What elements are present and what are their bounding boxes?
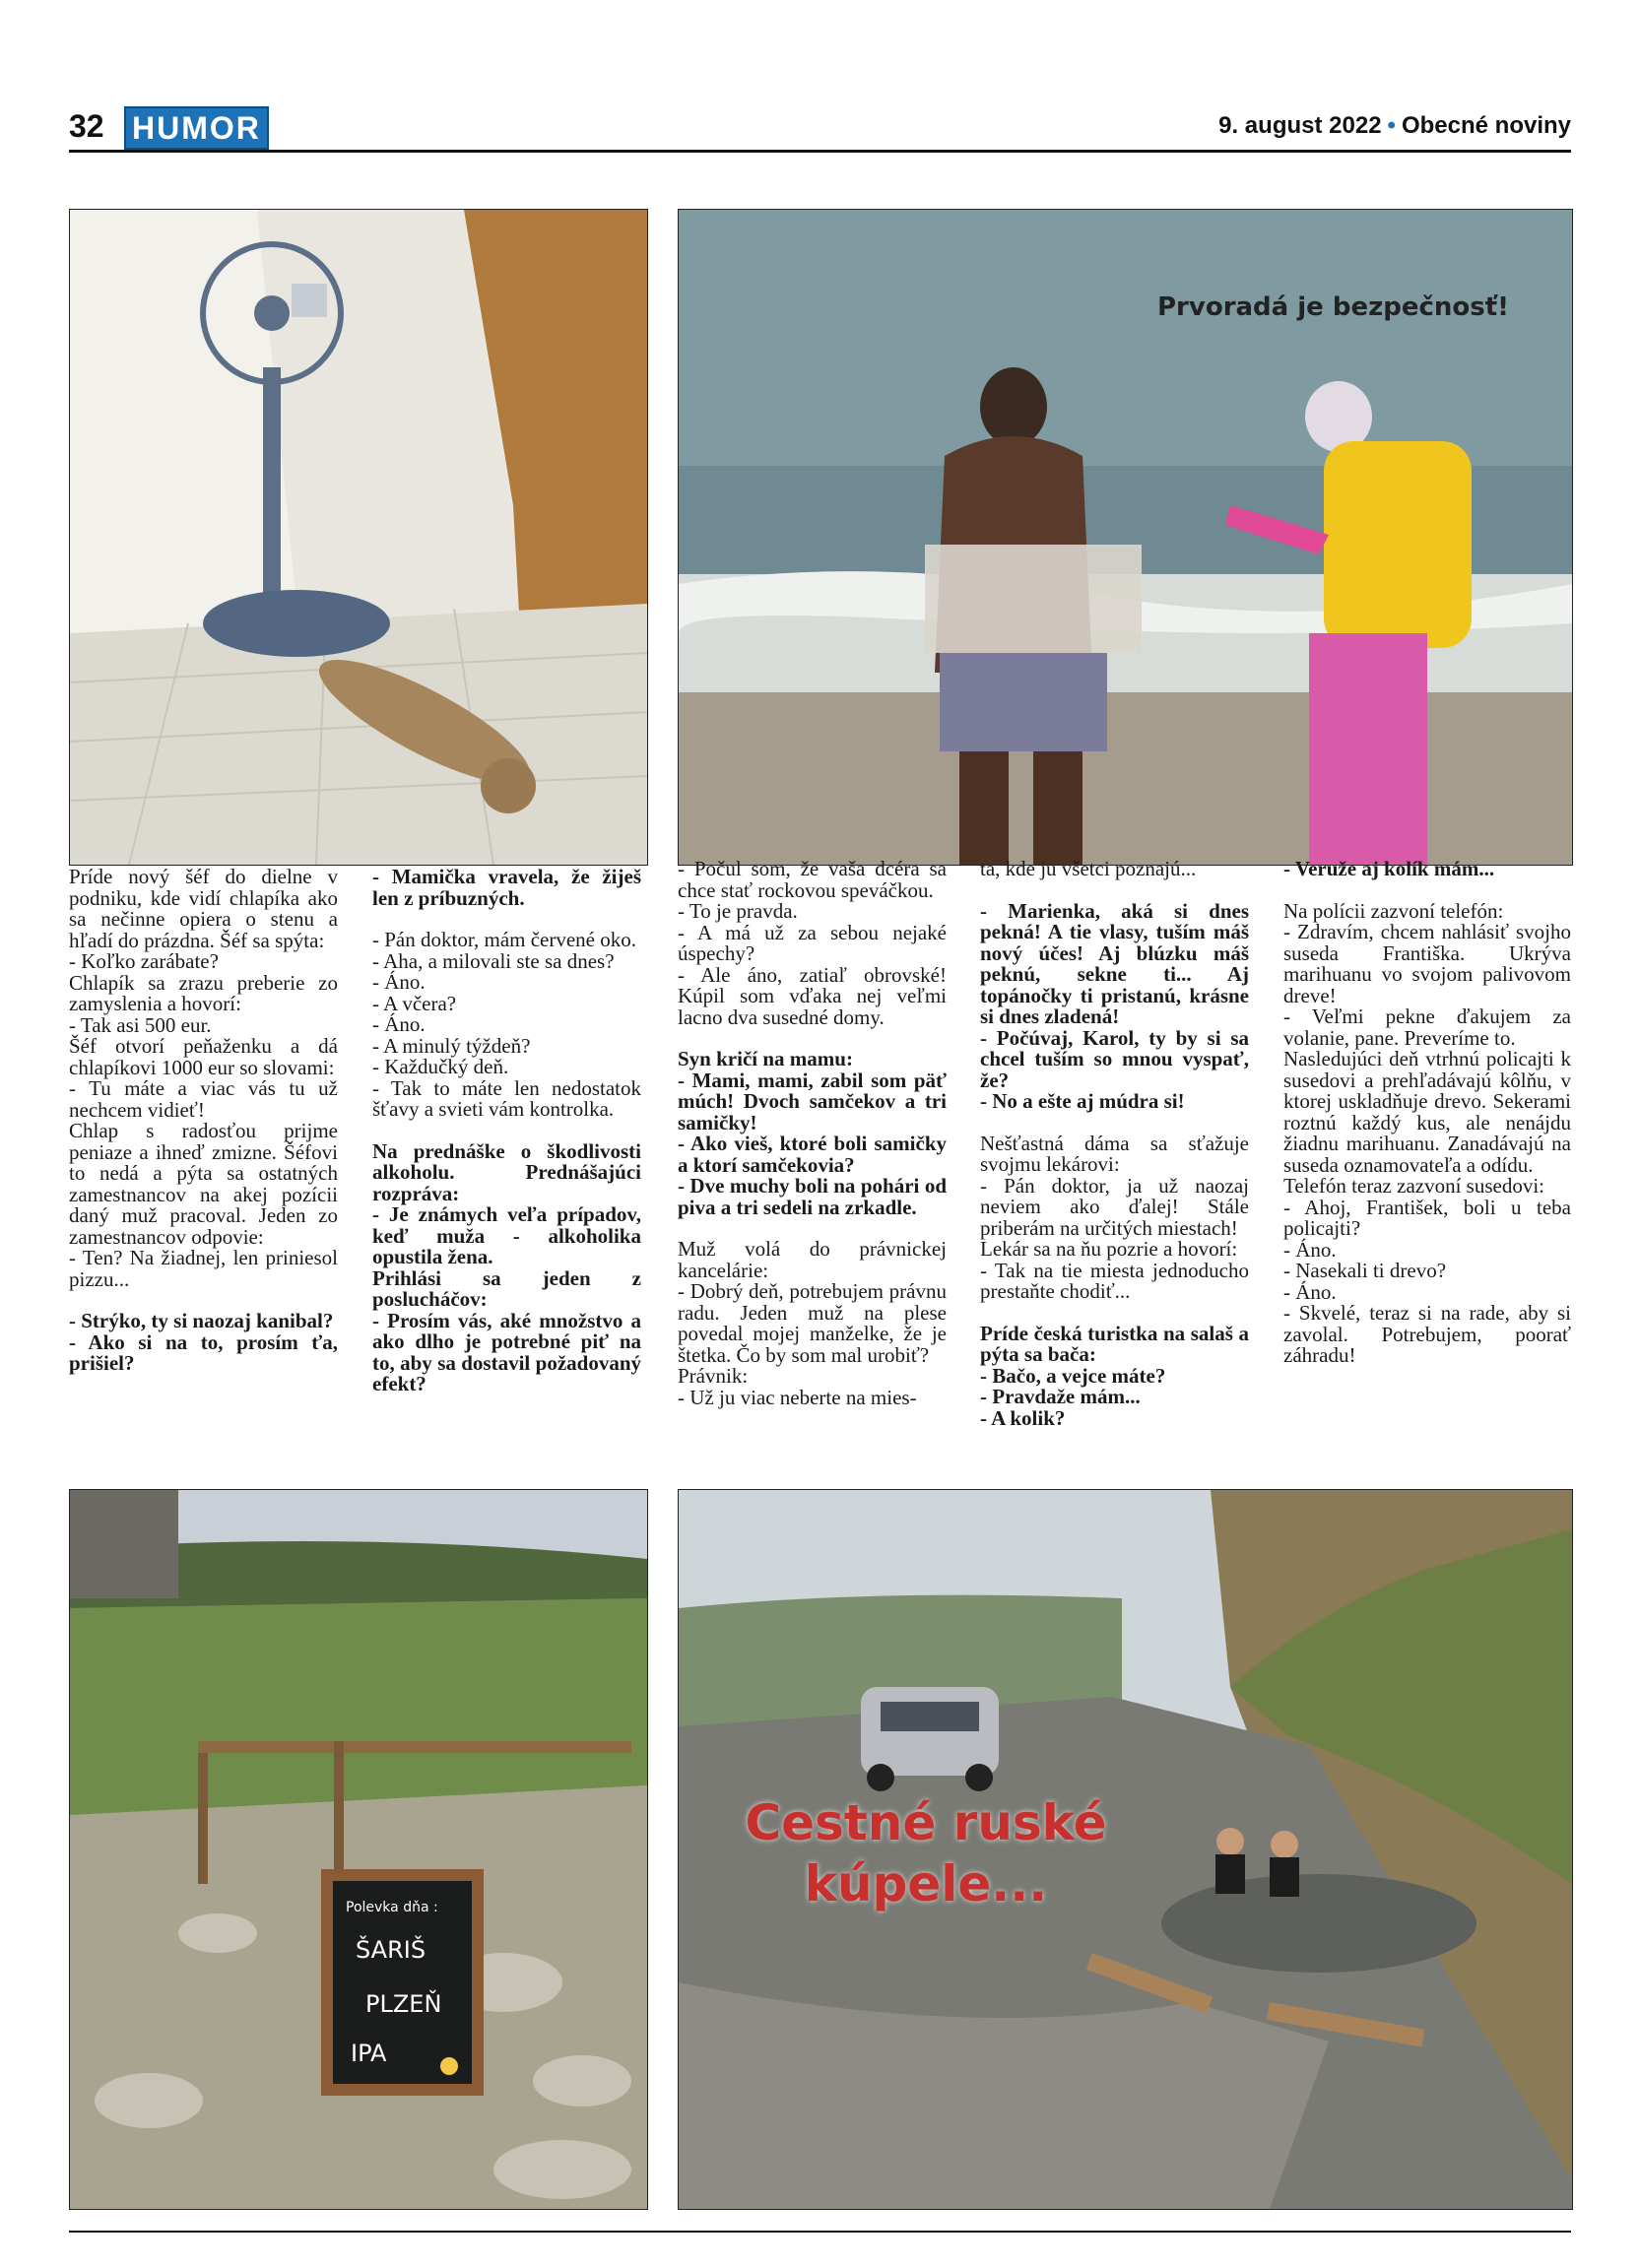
column-text: Telefón teraz zazvoní susedovi: [1283,1174,1545,1198]
joke-column-2 [372,867,641,1395]
column-text: Nasledujúci deň vtrhnú policajti k susedovi a prehľadávajú kôlňu, v ktorej uskladňuje drevo. Sekerami roztnú každý kus, ale nenájdu žiadnu marihuanu. Zanadávajú na suseda oznamovateľa a odídu. [1283,1047,1571,1177]
column-text: - Strýko, ty si naozaj kanibal? [69,1309,334,1332]
column-text: - Tak to máte len nedostatok šťavy a svieti vám kontrolka. [372,1075,641,1121]
column-text: Nešťastná dáma sa sťažuje svojmu lekárovi: [980,1131,1249,1176]
separator-dot: • [1387,112,1396,139]
column-text: - Marienka, aká si dnes pekná! A tie vlasy, tuším máš nový účes! Aj blúzku máš peknú, sekne ti... Aj topánočky ti pristanú, krásne si dnes zladená! [980,898,1249,1028]
column-text: Muž volá do právnickej kancelárie: [678,1237,947,1282]
issue-info [1218,112,1571,140]
board-line-4: IPA [351,2040,387,2067]
column-text: - A kolik? [980,1405,1066,1430]
column-text: Na prednáške o škodlivosti alkoholu. Prednášajúci rozpráva: [372,1138,641,1205]
column-text: - A minulý týždeň? [372,1033,531,1058]
column-text: - Ale áno, zatiaľ obrovské! Kúpil som vďaka nej veľmi lacno dva susedné domy. [678,962,947,1029]
column-text: - Aha, a milovali ste sa dnes? [372,948,615,973]
page-header [69,106,1571,154]
column-text: - Tak na tie miesta jednoducho prestaňte chodiť... [980,1258,1249,1303]
column-text: - Prosím vás, aké množstvo a ako dlho je potrebné piť na to, aby sa dostavil požadovaný efekt? [372,1308,641,1395]
column-text: Lekár sa na ňu pozrie a hovorí: [980,1237,1238,1261]
board-line-2: ŠARIŠ [356,1936,426,1964]
column-text: - Zdravím, chcem nahlásiť svojho suseda Františka. Ukrýva marihuanu vo svojom palivovom dreve! [1283,920,1571,1007]
footer-rule [69,2231,1571,2233]
column-text: - Tu máte a viac vás tu už nechcem vidieť! [69,1076,338,1122]
column-text: - Počul som, že vaša dcéra sa chce stať rockovou speváčkou. [678,857,947,902]
column-text: - Ten? Na žiadnej, len priniesol pizzu... [69,1246,338,1291]
column-text: - Veľmi pekne ďakujem za volanie, pane. Preveríme to. [1283,1004,1571,1050]
column-text: - No a ešte aj múdra si! [980,1089,1185,1113]
board-line-3: PLZEŇ [365,1990,442,2018]
column-text: - Nasekali ti drevo? [1283,1259,1447,1282]
column-text: - Ahoj, František, boli u teba policajti? [1283,1195,1571,1240]
header-rule [69,150,1571,153]
joke-column-5 [1283,859,1571,1367]
column-text: Príde česká turistka na salaš a pýta sa bača: [980,1321,1249,1366]
spa-caption: Cestné ruské kúpele... [745,1794,1107,1912]
column-text: - Skvelé, teraz si na rade, aby si zavolal. Potrebujem, poorať záhradu! [1283,1301,1571,1367]
publication-name: Obecné noviny [1401,112,1571,139]
column-text: - Koľko zarábate? [69,949,219,973]
column-text: Na polícii zazvoní telefón: [1283,898,1504,923]
joke-column-1 [69,867,338,1375]
column-text: - Mami, mami, zabil som päť múch! Dvoch samčekov a tri samičky! [678,1068,947,1134]
column-text: - Každučký deň. [372,1055,509,1078]
column-text: - Počúvaj, Karol, ty by si sa chcel tuším so mnou vyspať, že? [980,1025,1249,1092]
column-text: Príde nový šéf do dielne v podniku, kde vidí chlapíka ako sa nečinne opiera o stenu a hľadí do prázdna. Šéf sa spýta: [69,865,338,952]
column-text: - Ako vieš, ktoré boli samičky a ktorí samčekovia? [678,1132,947,1177]
joke-column-3 [678,859,947,1408]
column-text: - A včera? [372,991,457,1015]
column-text: ta, kde ju všetci poznajú... [980,857,1197,880]
section-label: HUMOR [124,106,269,150]
column-text: - Dobrý deň, potrebujem právnu radu. Jeden muž na plese povedal mojej manželke, že je štetka. Čo by som mal urobiť? [678,1279,947,1367]
column-text: - To je pravda. [678,899,798,923]
cat-fan-photo [69,209,648,866]
issue-date: 9. august 2022 [1218,112,1382,139]
column-text: - Áno. [372,970,426,994]
column-text: - Pravdaže mám... [980,1385,1141,1408]
column-text: Chlapík sa zrazu preberie zo zamyslenia a hovorí: [69,970,338,1015]
column-text: - Pán doktor, ja už naozaj neviem ako ďalej! Stále priberám na určitých miestach! [980,1173,1249,1240]
column-text: Syn kričí na mamu: [678,1047,853,1070]
column-text: - Tak asi 500 eur. [69,1012,212,1037]
column-text: - A má už za sebou nejaké úspechy? [678,920,947,965]
column-text: - Ako si na to, prosím ťa, prišiel? [69,1329,338,1375]
chalkboard-photo [69,1489,648,2210]
column-text: - Áno. [1283,1237,1337,1262]
column-text: - Veruže aj kolík mám... [1283,857,1495,880]
column-text: Šéf otvorí peňaženku a dá chlapíkovi 1000 eur so slovami: [69,1034,338,1079]
column-text: - Dve muchy boli na pohári od piva a tri sedeli na zrkadle. [678,1174,947,1219]
column-text: Prihlási sa jeden z poslucháčov: [372,1265,641,1311]
column-text: Právnik: [678,1364,749,1388]
column-text: - Áno. [372,1012,426,1036]
beach-caption: Prvoradá je bezpečnosť! [1157,292,1510,322]
column-text: - Bačo, a vejce máte? [980,1363,1166,1388]
joke-column-4 [980,859,1249,1429]
column-text: - Pán doktor, mám červené oko. [372,928,636,951]
column-text: - Mamička vravela, že žiješ len z príbuzných. [372,865,641,910]
page-number: 32 [69,108,104,144]
column-text: - Je známych veľa prípadov, keď muža - alkoholika opustila žena. [372,1202,641,1268]
board-line-1: Polevka dňa : [346,1900,438,1915]
column-text: - Áno. [1283,1279,1337,1304]
column-text: Chlap s radosťou prijme peniaze a ihneď zmizne. Šéfovi to nedá a pýta sa ostatných zamestnancov na akej pozícii daný muž pracoval. Jeden zo zamestnancov odpovie: [69,1119,338,1249]
column-text: - Už ju viac neberte na mies- [678,1385,917,1409]
